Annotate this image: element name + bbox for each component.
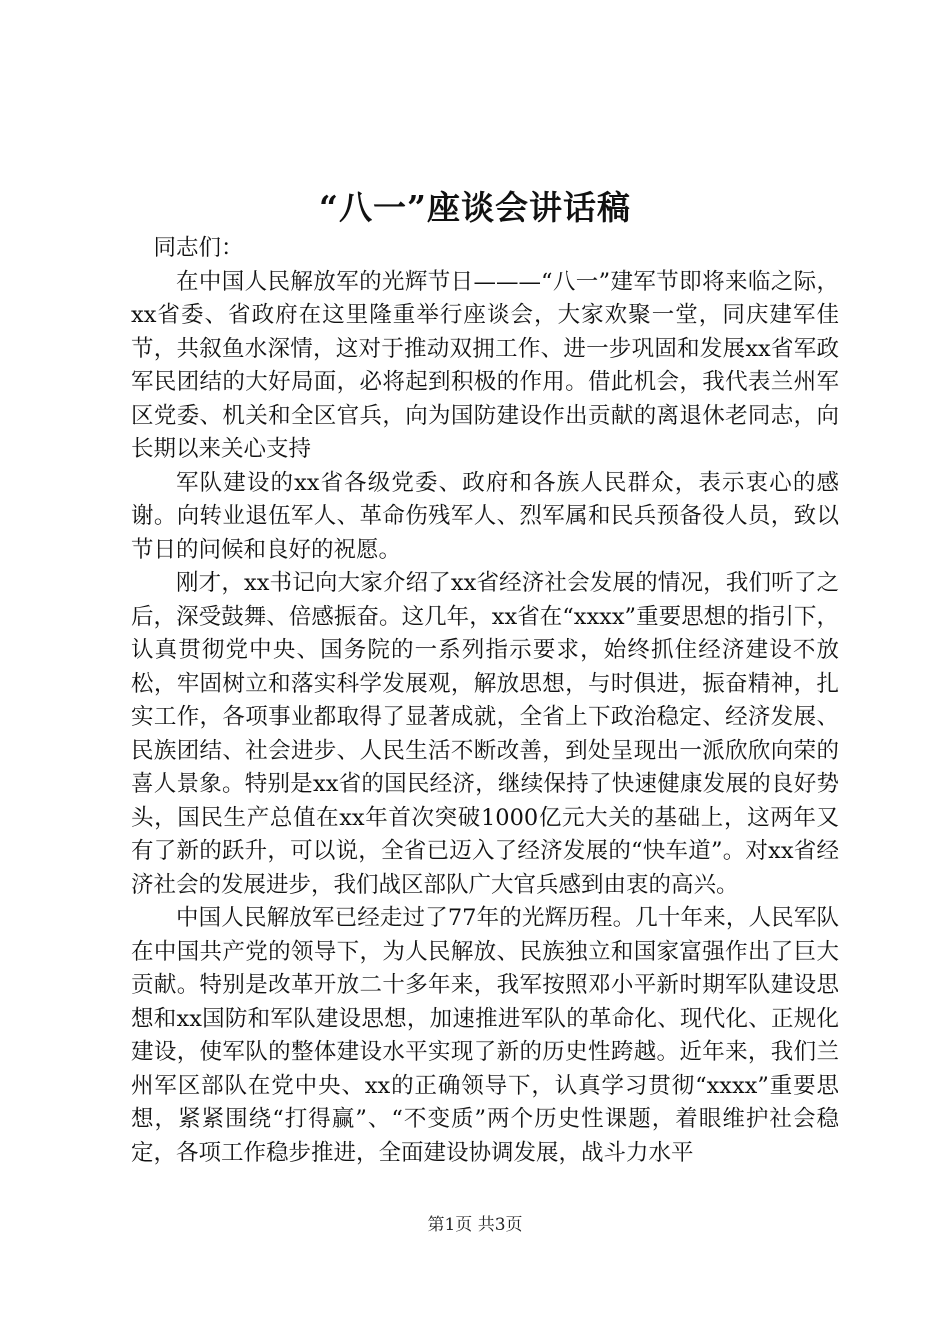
paragraph-2: 军队建设的xx省各级党委、政府和各族人民群众，表示衷心的感谢。向转业退伍军人、革命伤残军人、烈军属和民兵预备役人员，致以节日的问候和良好的祝愿。 [131,469,839,563]
document-title: “八一”座谈会讲话稿 [319,188,631,227]
paragraph-4: 中国人民解放军已经走过了77年的光辉历程。几十年来，人民军队在中国共产党的领导下，为人民解放、民族独立和国家富强作出了巨大贡献。特别是改革开放二十多年来，我军按照邓小平新时期军队建设思想和xx国防和军队建设思想，加速推进军队的革命化、现代化、正规化建设，使军队的整体建设水平实现了新的历史性跨越。近年来，我们兰州军区部队在党中央、xx的正确领导下，认真学习贯彻“xxxx”重要思想，紧紧围绕“打得赢”、“不变质”两个历史性课题，着眼维护社会稳定，各项工作稳步推进，全面建设协调发展，战斗力水平 [131,905,839,1166]
page-footer: 第1页 共3页 [427,1215,523,1235]
salutation: 同志们： [153,235,244,261]
document-body [131,232,839,1170]
paragraph-1: 在中国人民解放军的光辉节日———“八一”建军节即将来临之际，xx省委、省政府在这里隆重举行座谈会，大家欢聚一堂，同庆建军佳节，共叙鱼水深情，这对于推动双拥工作、进一步巩固和发展xx省军政军民团结的大好局面，必将起到积极的作用。借此机会，我代表兰州军区党委、机关和全区官兵，向为国防建设作出贡献的离退休老同志，向长期以来关心支持 [131,268,839,462]
paragraph-3: 刚才，xx书记向大家介绍了xx省经济社会发展的情况，我们听了之后，深受鼓舞、倍感振奋。这几年，xx省在“xxxx”重要思想的指引下，认真贯彻党中央、国务院的一系列指示要求，始终抓住经济建设不放松，牢固树立和落实科学发展观，解放思想，与时俱进，振奋精神，扎实工作，各项事业都取得了显著成就，全省上下政治稳定、经济发展、民族团结、社会进步、人民生活不断改善，到处呈现出一派欣欣向荣的喜人景象。特别是xx省的国民经济，继续保持了快速健康发展的良好势头，国民生产总值在xx年首次突破1000亿元大关的基础上，这两年又有了新的跃升，可以说，全省已迈入了经济发展的“快车道”。对xx省经济社会的发展进步，我们战区部队广大官兵感到由衷的高兴。 [131,570,839,898]
